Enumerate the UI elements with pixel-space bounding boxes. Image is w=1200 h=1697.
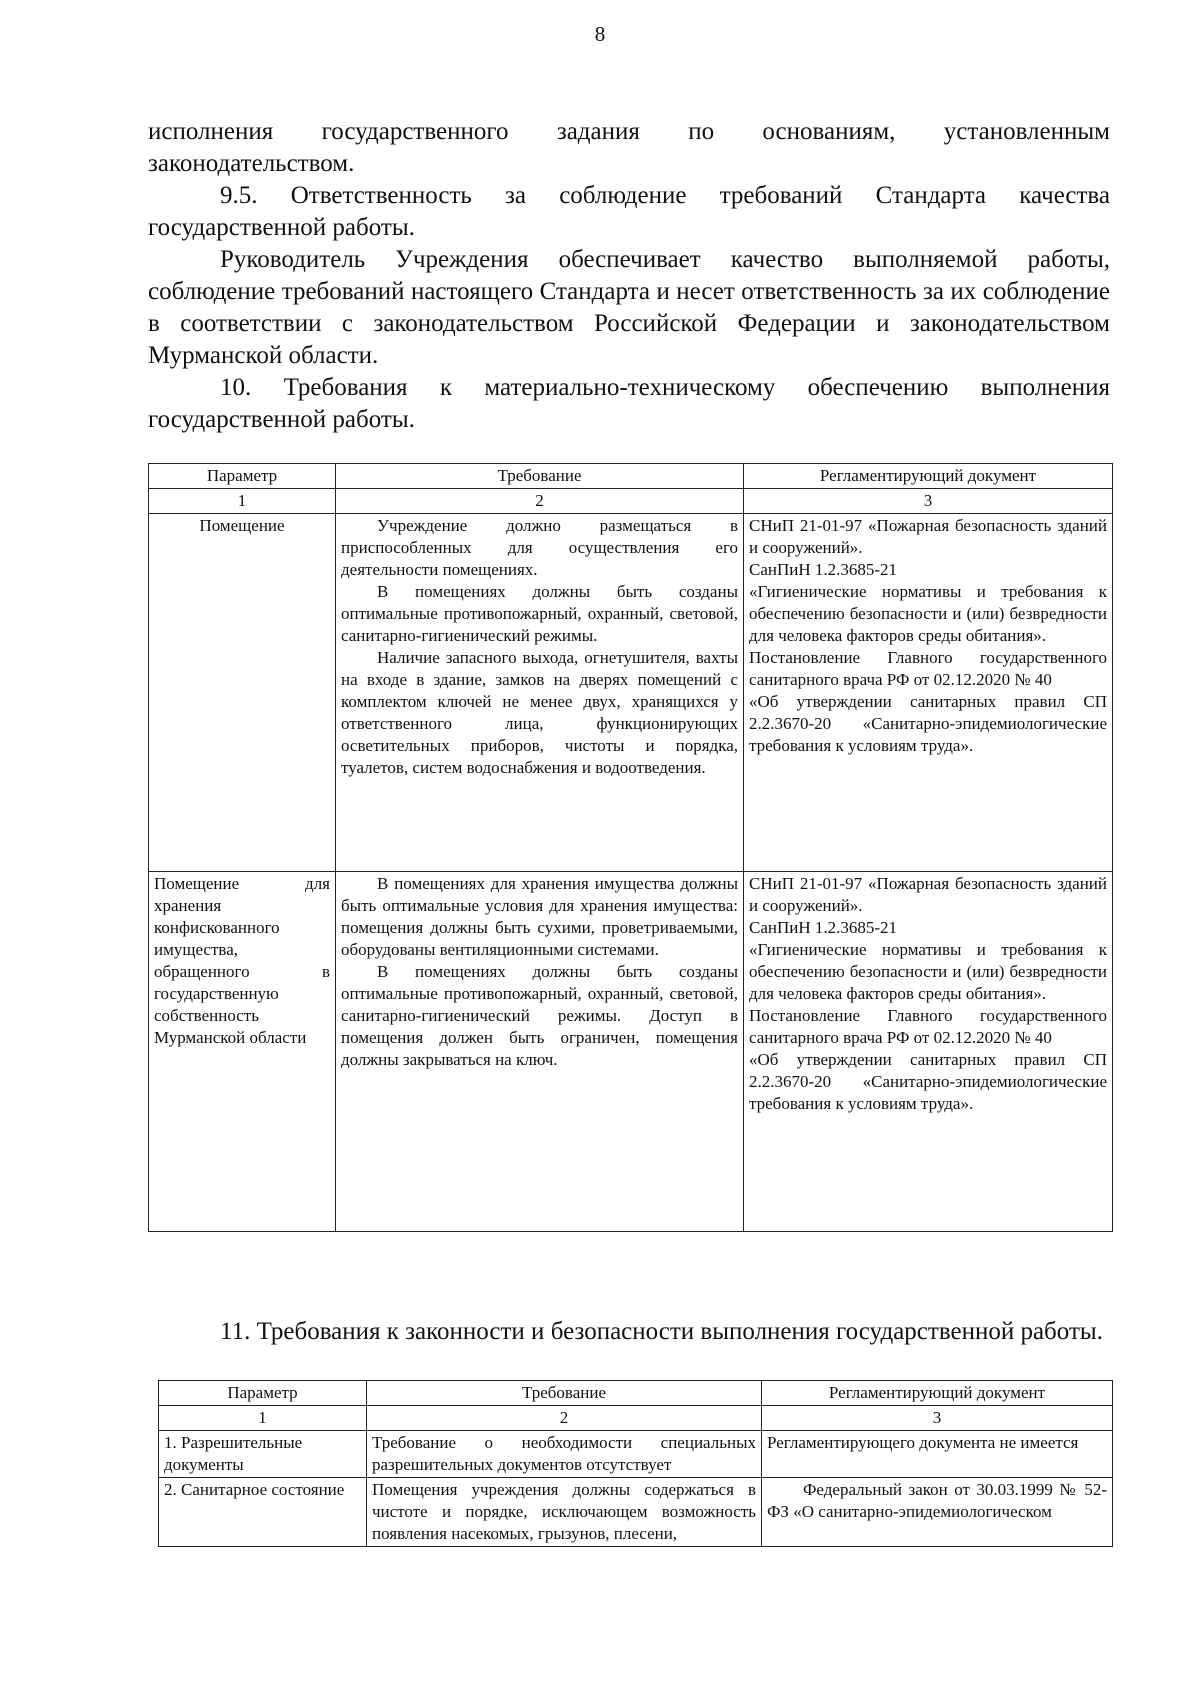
column-number: 1 [159, 1406, 367, 1431]
table-header-row [159, 1381, 1113, 1406]
table-row [149, 872, 1113, 1232]
document-text: «Об утверждении санитарных правил СП 2.2.3670-20 «Санитарно-эпидемиологические требования к условиям труда». [749, 1050, 1107, 1113]
document-cell [762, 1478, 1113, 1547]
column-number: 3 [744, 489, 1113, 514]
paragraph-head-responsibility: Руководитель Учреждения обеспечивает качество выполняемой работы, соблюдение требований настоящего Стандарта и несет ответственность за их соблюдение в соответствии с законодательством Российской Федерации и законодательством Мурманской области. [148, 246, 1110, 369]
paragraph-continuation: исполнения государственного задания по основаниям, установленным законодательством. [148, 118, 1110, 177]
table-number-row [149, 489, 1113, 514]
param-cell: Помещение [149, 514, 336, 872]
header-parameter: Параметр [149, 464, 336, 489]
body-text-upper [148, 116, 1110, 436]
document-text: Федеральный закон от 30.03.1999 № 52-ФЗ «О санитарно-эпидемиологическом [767, 1480, 1107, 1521]
document-text: СНиП 21-01-97 «Пожарная безопасность зданий и сооружений». [749, 874, 1107, 915]
param-cell: 2. Санитарное состояние [159, 1478, 367, 1547]
header-regulating-document: Регламентирующий документ [744, 464, 1113, 489]
document-text: СНиП 21-01-97 «Пожарная безопасность зданий и сооружений». [749, 516, 1107, 557]
column-number: 3 [762, 1406, 1113, 1431]
paragraph-9-5: 9.5. Ответственность за соблюдение требований Стандарта качества государственной работы. [148, 182, 1110, 241]
column-number: 2 [336, 489, 744, 514]
requirement-text: В помещениях должны быть созданы оптимальные противопожарный, охранный, световой, санитарно-гигиенический режимы. Доступ в помещения должен быть ограничен, помещения должны закрываться на ключ. [341, 962, 738, 1069]
body-text-section-11 [148, 1316, 1110, 1348]
requirement-text: Учреждение должно размещаться в приспособленных для осуществления его деятельности помещениях. [341, 516, 738, 579]
document-cell [744, 872, 1113, 1232]
requirement-cell: Помещения учреждения должны содержаться в чистоте и порядке, исключающем возможность появления насекомых, грызунов, плесени, [367, 1478, 762, 1547]
table-row [159, 1478, 1113, 1547]
document-text: «Об утверждении санитарных правил СП 2.2.3670-20 «Санитарно-эпидемиологические требования к условиям труда». [749, 692, 1107, 755]
table-header-row [149, 464, 1113, 489]
param-cell: 1. Разрешительные документы [159, 1431, 367, 1478]
document-text: СанПиН 1.2.3685-21 [749, 560, 898, 579]
header-regulating-document: Регламентирующий документ [762, 1381, 1113, 1406]
paragraph-10: 10. Требования к материально-техническому обеспечению выполнения государственной работы. [148, 374, 1110, 433]
document-text: Постановление Главного государственного санитарного врача РФ от 02.12.2020 № 40 [749, 1006, 1107, 1047]
column-number: 1 [149, 489, 336, 514]
requirement-cell: Требование о необходимости специальных разрешительных документов отсутствует [367, 1431, 762, 1478]
paragraph-11: 11. Требования к законности и безопасности выполнения государственной работы. [220, 1318, 1103, 1345]
param-cell: Помещение для хранения конфискованного имущества, обращенного в государственную собственность Мурманской области [149, 872, 336, 1232]
header-requirement: Требование [336, 464, 744, 489]
requirement-text: В помещениях должны быть созданы оптимальные противопожарный, охранный, световой, санитарно-гигиенический режимы. [341, 582, 738, 645]
document-text: Постановление Главного государственного санитарного врача РФ от 02.12.2020 № 40 [749, 648, 1107, 689]
column-number: 2 [367, 1406, 762, 1431]
header-parameter: Параметр [159, 1381, 367, 1406]
requirement-cell [336, 514, 744, 872]
material-technical-table [148, 463, 1113, 1232]
header-requirement: Требование [367, 1381, 762, 1406]
page-number: 8 [594, 22, 606, 46]
requirement-text: Наличие запасного выхода, огнетушителя, вахты на входе в здание, замков на дверях помещений с комплектом ключей не менее двух, хранящихся у ответственного лица, функционирующих осветительных приборов, чистоты и порядка, туалетов, систем водоснабжения и водоотведения. [341, 648, 738, 777]
document-text: «Гигиенические нормативы и требования к обеспечению безопасности и (или) безвредности для человека факторов среды обитания». [749, 940, 1107, 1003]
requirement-text: В помещениях для хранения имущества должны быть оптимальные условия для хранения имущества: помещения должны быть сухими, проветриваемыми, оборудованы вентиляционными системами. [341, 874, 738, 959]
requirement-cell [336, 872, 744, 1232]
document-text: СанПиН 1.2.3685-21 [749, 918, 898, 937]
document-cell: Регламентирующего документа не имеется [762, 1431, 1113, 1478]
document-cell [744, 514, 1113, 872]
legality-safety-table [158, 1380, 1113, 1547]
document-text: «Гигиенические нормативы и требования к обеспечению безопасности и (или) безвредности для человека факторов среды обитания». [749, 582, 1107, 645]
table-number-row [159, 1406, 1113, 1431]
table-row [149, 514, 1113, 872]
table-row [159, 1431, 1113, 1478]
